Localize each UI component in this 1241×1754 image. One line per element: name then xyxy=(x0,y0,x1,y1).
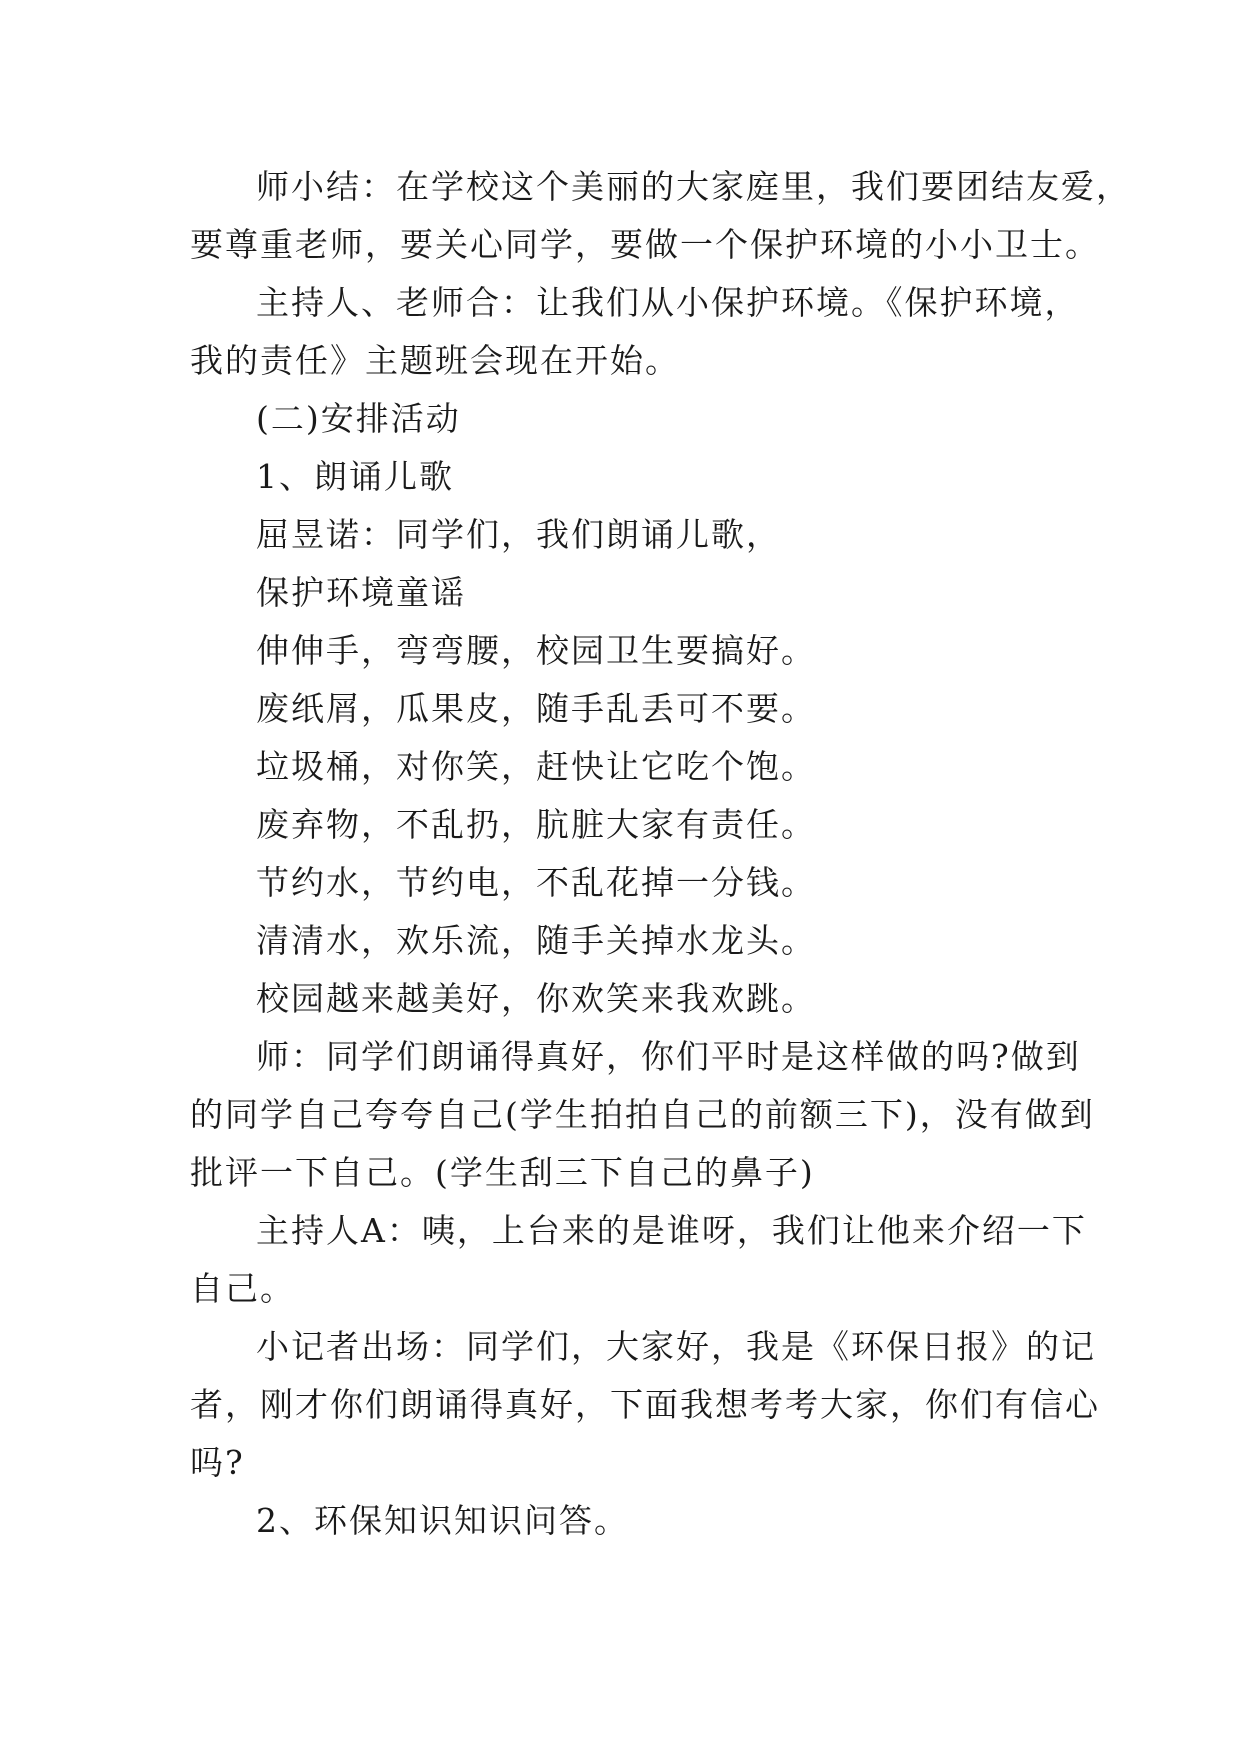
text-line: 我的责任》主题班会现在开始。 xyxy=(190,341,680,380)
text-line: 师：同学们朗诵得真好，你们平时是这样做的吗?做到 xyxy=(256,1037,1081,1076)
text-line: 者，刚才你们朗诵得真好，下面我想考考大家，你们有信心 xyxy=(190,1385,1100,1424)
text-line: 废纸屑，瓜果皮，随手乱丢可不要。 xyxy=(256,689,816,728)
text-line: 师小结：在学校这个美丽的大家庭里，我们要团结友爱， xyxy=(256,167,1131,206)
text-line: 伸伸手，弯弯腰，校园卫生要搞好。 xyxy=(256,631,816,670)
text-line: 1、朗诵儿歌 xyxy=(256,457,454,496)
text-line: 主持人A：咦，上台来的是谁呀，我们让他来介绍一下 xyxy=(256,1211,1087,1250)
text-line: 批评一下自己。(学生刮三下自己的鼻子) xyxy=(190,1153,815,1192)
text-line: 2、环保知识知识问答。 xyxy=(256,1501,629,1540)
text-line: 清清水，欢乐流，随手关掉水龙头。 xyxy=(256,921,816,960)
text-line: 废弃物，不乱扔，肮脏大家有责任。 xyxy=(256,805,816,844)
text-line: 保护环境童谣 xyxy=(256,573,466,612)
text-line: 节约水，节约电，不乱花掉一分钱。 xyxy=(256,863,816,902)
text-line: 垃圾桶，对你笑，赶快让它吃个饱。 xyxy=(256,747,816,786)
text-line: (二)安排活动 xyxy=(256,399,461,438)
text-line: 校园越来越美好，你欢笑来我欢跳。 xyxy=(256,979,816,1018)
text-line: 自己。 xyxy=(190,1269,295,1308)
text-line: 的同学自己夸夸自己(学生拍拍自己的前额三下)，没有做到 xyxy=(190,1095,1095,1134)
text-line: 吗? xyxy=(190,1443,245,1482)
text-line: 要尊重老师，要关心同学，要做一个保护环境的小小卫士。 xyxy=(190,225,1100,264)
text-line: 主持人、老师合：让我们从小保护环境。《保护环境， xyxy=(256,283,1080,322)
text-line: 屈昱诺：同学们，我们朗诵儿歌， xyxy=(256,515,781,554)
text-line: 小记者出场：同学们，大家好，我是《环保日报》的记 xyxy=(256,1327,1096,1366)
document-body xyxy=(190,158,1131,1550)
